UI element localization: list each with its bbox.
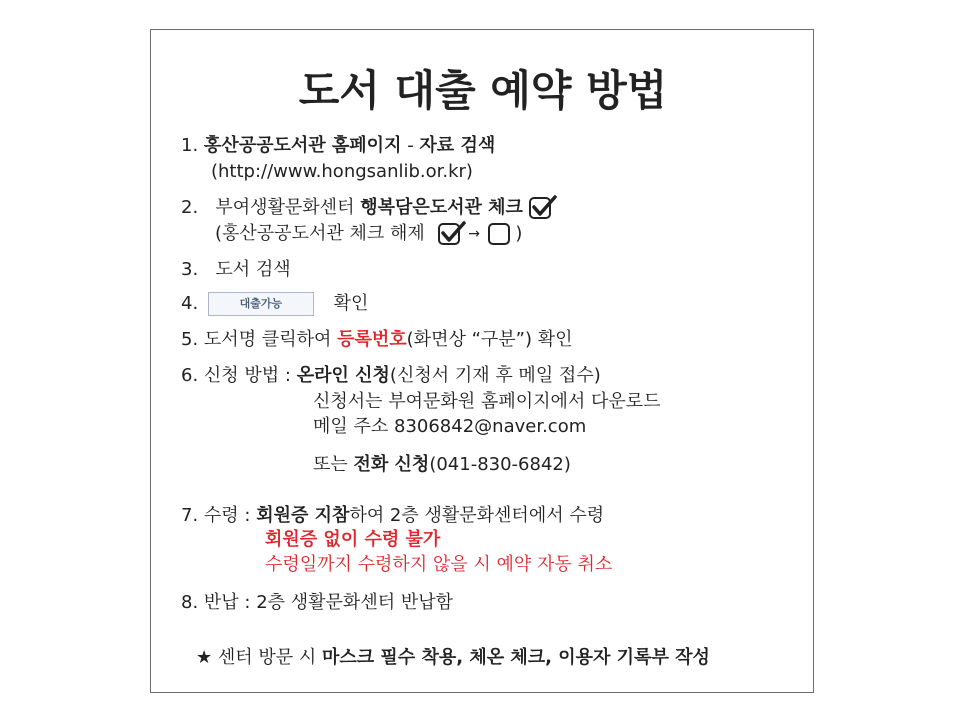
step-3-text: 도서 검색 — [215, 259, 291, 280]
step-6-phone: (041-830-6842) — [429, 454, 571, 475]
step-5-rest: (화면상 “구분”) 확인 — [406, 329, 573, 350]
step-6 — [181, 364, 601, 388]
step-6-line-4 — [313, 453, 571, 477]
step-8 — [181, 591, 453, 615]
step-2-text: 부여생활문화센터 — [215, 197, 361, 218]
step-5-number: 5. — [181, 329, 199, 350]
step-2-sub — [215, 222, 522, 246]
page-title: 도서 대출 예약 방법 — [298, 66, 668, 115]
step-7-warning-1: 회원증 없이 수령 불가 — [265, 529, 441, 550]
step-5 — [181, 328, 573, 352]
step-6-bold: 온라인 신청 — [296, 365, 390, 386]
checked-box-icon — [438, 223, 460, 245]
step-2-sub-close: ) — [515, 223, 523, 244]
step-8-number: 8. — [181, 592, 199, 613]
step-7-number: 7. — [181, 505, 199, 526]
unchecked-box-icon — [488, 223, 510, 245]
step-6-or: 또는 — [313, 454, 354, 475]
step-7-rest: 하여 2층 생활문화센터에서 수령 — [349, 505, 605, 526]
step-6-email: 메일 주소 8306842@naver.com — [313, 416, 587, 437]
step-5-highlight: 등록번호 — [337, 329, 407, 350]
step-6-label: 신청 방법 : — [203, 365, 297, 386]
step-4 — [181, 292, 368, 316]
step-1-number: 1. — [181, 135, 199, 156]
step-7-label: 수령 : — [203, 505, 257, 526]
footer-bold: 마스크 필수 착용, 체온 체크, 이용자 기록부 작성 — [321, 647, 710, 668]
step-1-sep: - — [401, 135, 420, 156]
step-1 — [181, 134, 495, 158]
footer-pre: 센터 방문 시 — [212, 647, 322, 668]
step-1-search: 자료 검색 — [419, 135, 496, 156]
star-icon: ★ — [196, 647, 213, 668]
step-6-rest: (신청서 기재 후 메일 접수) — [389, 365, 601, 386]
step-4-number: 4. — [181, 293, 199, 314]
step-3 — [181, 258, 291, 282]
footer-notice — [196, 646, 710, 670]
step-1-url[interactable]: (http://www.hongsanlib.or.kr) — [211, 161, 473, 182]
arrow-right-icon: → — [468, 226, 480, 242]
step-2 — [181, 196, 551, 220]
step-1-site: 홍산공공도서관 홈페이지 — [203, 135, 402, 156]
step-3-number: 3. — [181, 259, 199, 280]
step-4-text: 확인 — [333, 293, 369, 314]
step-7 — [181, 504, 604, 528]
step-2-sub-text: (홍산공공도서관 체크 해제 — [215, 223, 425, 244]
step-6-line-2: 신청서는 부여문화원 홈페이지에서 다운로드 — [313, 391, 661, 412]
step-7-warning-2: 수령일까지 수령하지 않을 시 예약 자동 취소 — [265, 554, 613, 575]
step-6-number: 6. — [181, 365, 199, 386]
loan-available-button[interactable]: 대출가능 — [208, 292, 314, 316]
checked-box-icon — [529, 197, 551, 219]
step-6-phone-bold: 전화 신청 — [353, 454, 430, 475]
step-8-text: 반납 : 2층 생활문화센터 반납함 — [203, 592, 453, 613]
notice-frame — [150, 29, 814, 693]
step-2-bold: 행복담은도서관 체크 — [360, 197, 523, 218]
step-7-bold: 회원증 지참 — [256, 505, 350, 526]
step-2-number: 2. — [181, 197, 199, 218]
step-5-text: 도서명 클릭하여 — [203, 329, 338, 350]
